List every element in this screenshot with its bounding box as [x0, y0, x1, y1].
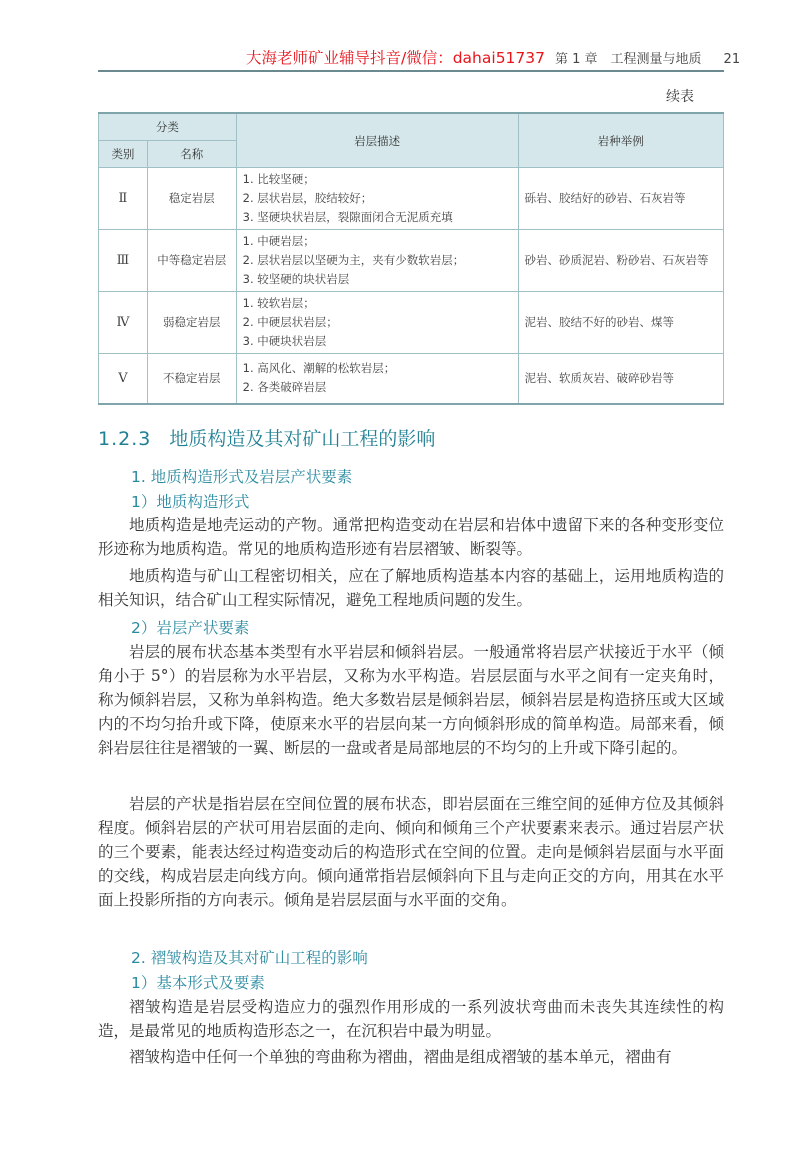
row-example: 砾岩、胶结好的砂岩、石灰岩等	[518, 168, 724, 230]
subheading-2: 2. 褶皱构造及其对矿山工程的影响	[131, 949, 368, 967]
desc-line: 2. 层状岩层，胶结较好；	[242, 191, 373, 205]
section-title: 地质构造及其对矿山工程的影响	[169, 428, 436, 450]
header-name: 名称	[147, 141, 236, 168]
paragraph-1: 地质构造是地壳运动的产物。通常把构造变动在岩层和岩体中遗留下来的各种变形变位形迹称为地质构造。常见的地质构造形迹有岩层褶皱、断裂等。	[98, 516, 724, 558]
desc-line: 1. 比较坚硬；	[242, 172, 315, 186]
paragraph-3: 岩层的展布状态基本类型有水平岩层和倾斜岩层。一般通常将岩层产状接近于水平（倾角小于 5°）的岩层称为水平岩层，又称为水平构造。岩层层面与水平之间有一定夹角时，称为倾斜岩层，又称为单斜构造。绝大多数岩层是倾斜岩层，倾斜岩层是构造挤压或大区域内的不均匀抬升或下降，使原来水平的岩层向某一方向倾斜形成的简单构造。局部来看，倾斜岩层往往是褶皱的一翼、断层的一盘或者是局部地层的不均匀的上升或下降引起的。	[98, 643, 724, 757]
row-name: 中等稳定岩层	[147, 230, 236, 292]
row-name: 弱稳定岩层	[147, 292, 236, 354]
rock-classification-table	[98, 112, 724, 405]
row-category: Ⅲ	[99, 230, 148, 292]
row-example: 泥岩、胶结不好的砂岩、煤等	[518, 292, 724, 354]
header-rule	[98, 70, 724, 72]
header-group: 分类	[99, 113, 237, 141]
row-desc	[236, 168, 518, 230]
desc-line: 1. 中硬岩层；	[242, 234, 315, 248]
chapter-title: 第 1 章 工程测量与地质	[555, 52, 702, 67]
watermark: 大海老师矿业辅导抖音/微信：dahai51737	[246, 49, 545, 67]
desc-line: 3. 较坚硬的块状岩层	[242, 272, 350, 286]
table-row	[99, 292, 724, 354]
row-desc	[236, 230, 518, 292]
header-desc: 岩层描述	[236, 113, 518, 168]
desc-line: 3. 坚硬块状岩层，裂隙面闭合无泥质充填	[242, 210, 453, 224]
desc-line: 2. 各类破碎岩层	[242, 380, 327, 395]
row-desc	[236, 354, 518, 404]
header-category: 类别	[99, 141, 148, 168]
continued-label: 续表	[666, 89, 694, 105]
section-heading	[98, 424, 435, 451]
paragraph-4: 岩层的产状是指岩层在空间位置的展布状态，即岩层面在三维空间的延伸方位及其倾斜程度。倾斜岩层的产状可用岩层面的走向、倾向和倾角三个产状要素来表示。通过岩层产状的三个要素，能表达经过构造变动后的构造形式在空间的位置。走向是倾斜岩层面与水平面的交线，构成岩层走向线方向。倾向通常指岩层倾斜向下且与走向正交的方向，用其在水平面上投影所指的方向表示。倾角是岩层层面与水平面的交角。	[98, 795, 724, 909]
paragraph-6: 褶皱构造中任何一个单独的弯曲称为褶曲，褶曲是组成褶皱的基本单元，褶曲有	[129, 1048, 672, 1066]
table-row	[99, 168, 724, 230]
row-category: Ⅴ	[99, 354, 148, 404]
desc-line: 1. 高风化、潮解的松软岩层；	[242, 361, 396, 376]
row-category: Ⅳ	[99, 292, 148, 354]
desc-line: 1. 较软岩层；	[242, 296, 315, 310]
paragraph-5: 褶皱构造是岩层受构造应力的强烈作用形成的一系列波状弯曲而未丧失其连续性的构造，是最常见的地质构造形态之一，在沉积岩中最为明显。	[98, 998, 724, 1040]
desc-line: 2. 中硬层状岩层；	[242, 315, 338, 329]
running-header	[555, 48, 740, 67]
row-name: 不稳定岩层	[147, 354, 236, 404]
desc-line: 3. 中硬块状岩层	[242, 334, 327, 348]
desc-line: 2. 层状岩层以坚硬为主，夹有少数软岩层；	[242, 253, 465, 267]
row-category: Ⅱ	[99, 168, 148, 230]
subheading-1-2: 2）岩层产状要素	[131, 619, 250, 637]
row-example: 砂岩、砂质泥岩、粉砂岩、石灰岩等	[518, 230, 724, 292]
page-number: 21	[723, 52, 741, 67]
row-desc	[236, 292, 518, 354]
section-number: 1.2.3	[98, 428, 152, 450]
row-name: 稳定岩层	[147, 168, 236, 230]
subheading-2-1: 1）基本形式及要素	[131, 974, 265, 992]
table-row	[99, 354, 724, 404]
subheading-1-1: 1）地质构造形式	[131, 493, 250, 511]
table-row	[99, 230, 724, 292]
row-example: 泥岩、软质灰岩、破碎砂岩等	[518, 354, 724, 404]
paragraph-2: 地质构造与矿山工程密切相关，应在了解地质构造基本内容的基础上，运用地质构造的相关知识，结合矿山工程实际情况，避免工程地质问题的发生。	[98, 567, 724, 609]
header-example: 岩种举例	[518, 113, 724, 168]
subheading-1: 1. 地质构造形式及岩层产状要素	[131, 468, 353, 486]
